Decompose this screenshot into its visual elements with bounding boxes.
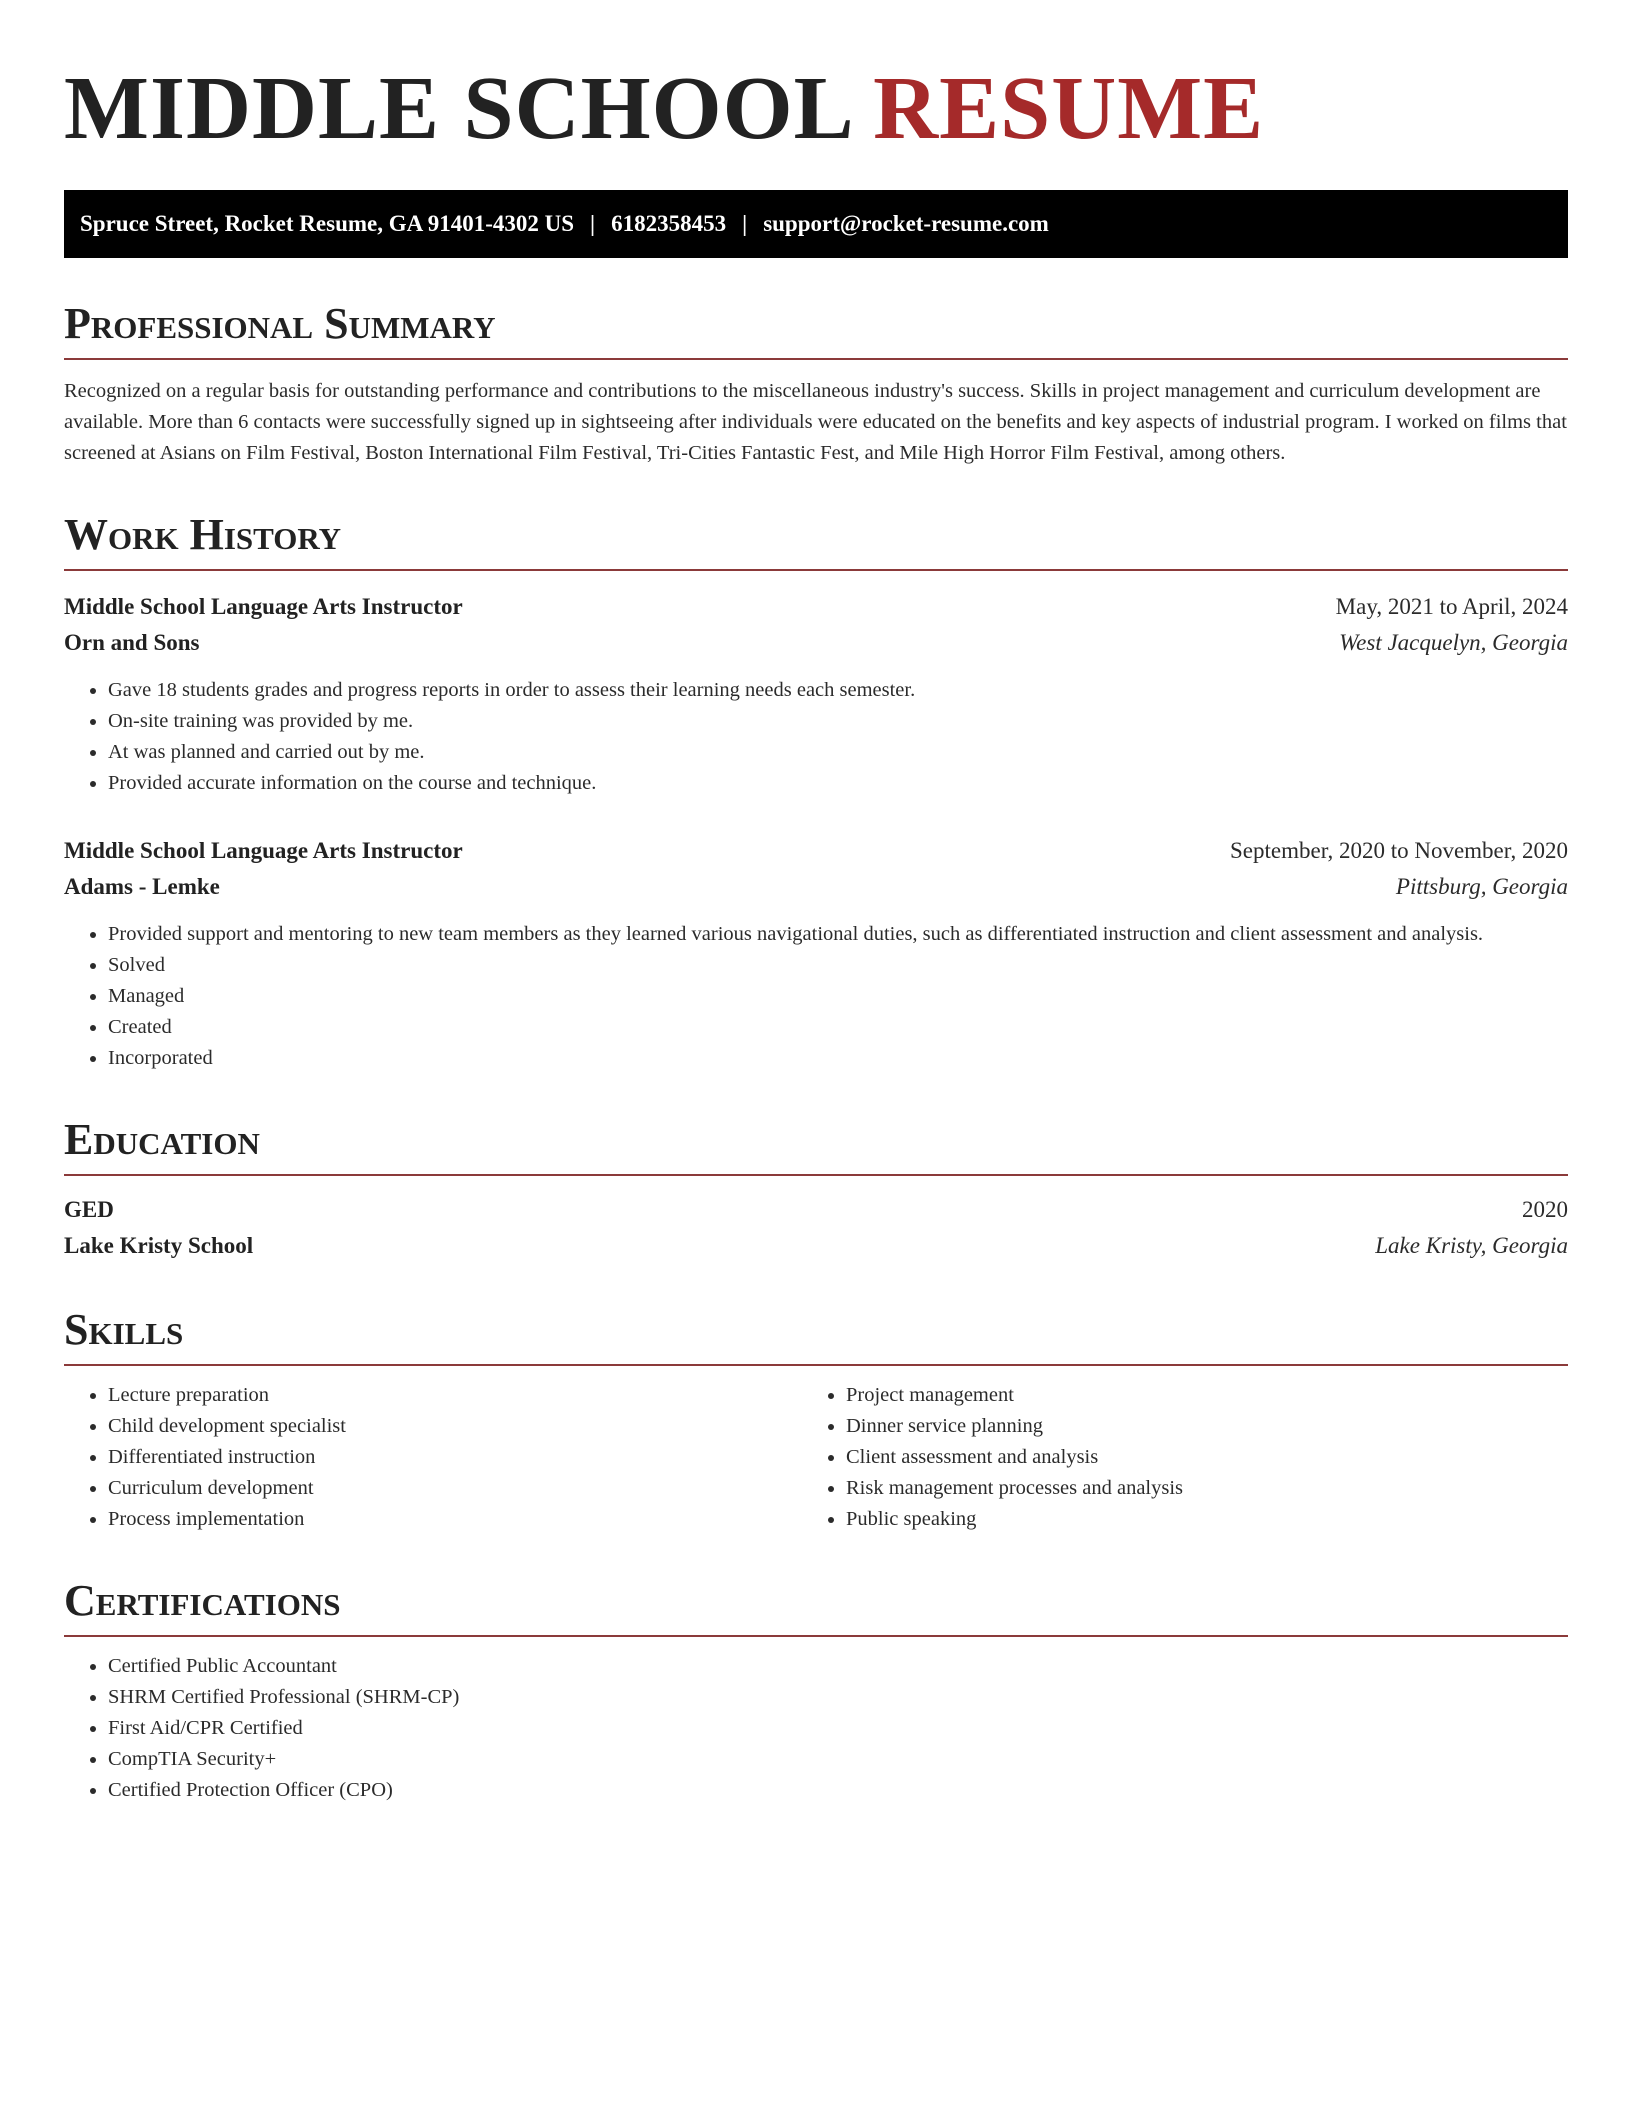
job-bullets xyxy=(64,919,1568,1074)
contact-email: support@rocket-resume.com xyxy=(763,211,1049,236)
job-entry xyxy=(64,833,1568,1074)
skill-item: • Process implementation xyxy=(108,1504,816,1535)
contact-separator: | xyxy=(590,211,596,236)
certifications-section xyxy=(64,1576,1568,1806)
certification-item: • First Aid/CPR Certified xyxy=(108,1713,1568,1744)
certification-item: • CompTIA Security+ xyxy=(108,1744,1568,1775)
job-header-row xyxy=(64,589,1568,625)
contact-address: Spruce Street, Rocket Resume, GA 91401-4302 US xyxy=(80,211,575,236)
certification-item: • Certified Protection Officer (CPO) xyxy=(108,1775,1568,1806)
skill-item: • Lecture preparation xyxy=(108,1380,816,1411)
certification-item: • SHRM Certified Professional (SHRM-CP) xyxy=(108,1682,1568,1713)
job-bullet: • Managed xyxy=(108,981,1568,1012)
job-bullet: • Provided support and mentoring to new team members as they learned various navigational duties, such as differentiated instruction and client assessment and analysis. xyxy=(108,919,1568,950)
job-title: Middle School Language Arts Instructor xyxy=(64,594,463,619)
job-location: Pittsburg, Georgia xyxy=(1395,874,1568,899)
contact-separator: | xyxy=(742,211,748,236)
job-bullet: • Gave 18 students grades and progress reports in order to assess their learning needs each semester. xyxy=(108,675,1568,706)
skill-item: • Differentiated instruction xyxy=(108,1442,816,1473)
resume-title xyxy=(64,54,1568,158)
contact-bar xyxy=(64,190,1568,258)
job-company-row xyxy=(64,625,1568,661)
education-section xyxy=(64,1115,1568,1264)
job-header-row xyxy=(64,833,1568,869)
skill-item: • Curriculum development xyxy=(108,1473,816,1504)
job-bullet: • Provided accurate information on the course and technique. xyxy=(108,768,1568,799)
certifications-list xyxy=(64,1651,1568,1806)
skills-right-list xyxy=(816,1380,1568,1535)
skills-heading: Skills xyxy=(64,1308,1568,1366)
education-school-row xyxy=(64,1228,1568,1264)
summary-section xyxy=(64,299,1568,469)
job-bullet: • At was planned and carried out by me. xyxy=(108,737,1568,768)
skill-item: • Risk management processes and analysis xyxy=(846,1473,1568,1504)
education-year: 2020 xyxy=(1522,1197,1568,1222)
title-part-2: RESUME xyxy=(873,59,1265,158)
summary-heading: Professional Summary xyxy=(64,302,1568,360)
skill-item: • Project management xyxy=(846,1380,1568,1411)
skill-item: • Dinner service planning xyxy=(846,1411,1568,1442)
job-company-row xyxy=(64,869,1568,905)
job-title: Middle School Language Arts Instructor xyxy=(64,838,463,863)
skill-item: • Public speaking xyxy=(846,1504,1568,1535)
job-location: West Jacquelyn, Georgia xyxy=(1339,630,1568,655)
job-bullet: • Solved xyxy=(108,950,1568,981)
job-company: Adams - Lemke xyxy=(64,874,220,899)
certifications-heading: Certifications xyxy=(64,1579,1568,1637)
job-company: Orn and Sons xyxy=(64,630,200,655)
skill-item: • Child development specialist xyxy=(108,1411,816,1442)
work-history-heading: Work History xyxy=(64,513,1568,571)
job-bullet: • Incorporated xyxy=(108,1043,1568,1074)
skill-item: • Client assessment and analysis xyxy=(846,1442,1568,1473)
contact-phone: 6182358453 xyxy=(611,211,727,236)
job-bullet: • On-site training was provided by me. xyxy=(108,706,1568,737)
education-school: Lake Kristy School xyxy=(64,1233,254,1258)
job-dates: September, 2020 to November, 2020 xyxy=(1230,838,1568,863)
job-bullets xyxy=(64,675,1568,799)
summary-text: Recognized on a regular basis for outstanding performance and contributions to the miscellaneous industry's success. Skills in project management and curriculum development are available. More than 6 contacts were successfully signed up in sightseeing after individuals were educated on the benefits and key aspects of industrial program. I worked on films that screened at Asians on Film Festival, Boston International Film Festival, Tri-Cities Fantastic Fest, and Mile High Horror Film Festival, among others. xyxy=(64,380,1567,464)
education-location: Lake Kristy, Georgia xyxy=(1375,1233,1568,1258)
education-degree-row xyxy=(64,1192,1568,1228)
skills-left-list xyxy=(64,1380,816,1535)
job-bullet: • Created xyxy=(108,1012,1568,1043)
title-part-1: MIDDLE SCHOOL xyxy=(64,59,850,158)
skills-section xyxy=(64,1305,1568,1535)
education-degree: GED xyxy=(64,1197,114,1222)
skills-grid xyxy=(64,1380,1568,1535)
job-entry xyxy=(64,589,1568,799)
certification-item: • Certified Public Accountant xyxy=(108,1651,1568,1682)
work-history-section xyxy=(64,510,1568,1074)
education-heading: Education xyxy=(64,1118,1568,1176)
job-dates: May, 2021 to April, 2024 xyxy=(1335,594,1568,619)
